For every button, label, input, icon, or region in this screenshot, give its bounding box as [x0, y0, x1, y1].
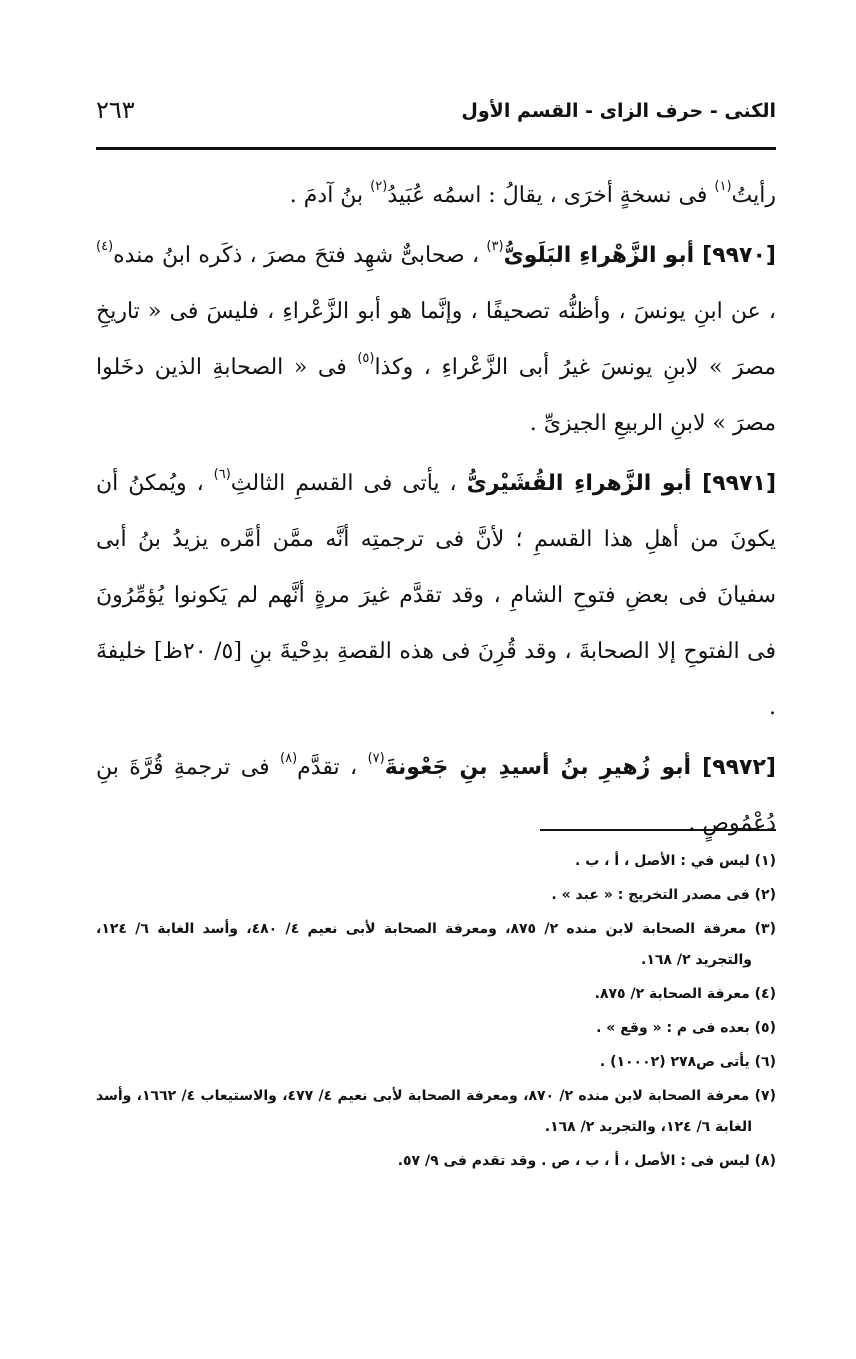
footnote-7: (٧) معرفة الصحابة لابن منده ٢/ ٨٧٠، ومعرفة الصحابة لأبى نعيم ٤/ ٤٧٧، والاستيعاب ٤/ ١٦٦٢، وأسد الغابة ٦/ ١٢٤، والتجريد ٢/ ١٦٨.	[96, 1088, 776, 1135]
footnote-ref: (٧)	[367, 751, 385, 766]
text-run: ، عن ابنِ يونسَ ، وأظنُّه تصحيفًا ، وإنَّما هو أبو الزَّعْراءِ ، فليسَ فى « تاريخِ مصرَ » لابنِ يونسَ غيرُ أبى الزَّعْراءِ ، وكذا	[96, 299, 776, 380]
footnote-6: (٦) يأتى ص٢٧٨ (١٠٠٠٢) .	[599, 1054, 776, 1070]
entry-name: أبو زُهيرِ بنُ أسيدِ بنِ جَعْونةَ	[384, 755, 703, 780]
entry-number: [٩٩٧٠]	[702, 243, 776, 268]
header-rule	[96, 147, 776, 150]
text-run: ، ويُمكنُ أن يكونَ من أهلِ هذا القسمِ ؛ لأنَّ فى ترجمتِه أنَّه ممَّن أمَّره يزيدُ بنُ أبى سفيانَ فى بعضِ فتوحِ الشامِ ، وقد تقدَّم غيرَ مرةٍ أنَّهم لم يَكونوا يُؤمِّرُونَ فى الفتوحِ إلا الصحابةَ ، وقد قُرِنَ فى هذه القصةِ بدِحْيةَ بنِ [٥/ ٢٠ظ] خليفةَ .	[96, 471, 777, 720]
running-header-title: الكنى - حرف الزاى - القسم الأول	[461, 100, 776, 122]
text-run: ، صحابىٌّ شهِد فتحَ مصرَ ، ذكَره ابنُ منده	[113, 243, 487, 268]
footnote-ref: (٤)	[96, 239, 114, 254]
paragraph-continuation	[96, 168, 776, 224]
text-run: ، يأتى فى القسمِ الثالثِ	[230, 471, 467, 496]
text-run: رأيتُ	[731, 183, 776, 208]
footnote-5: (٥) بعده فى م : « وقع » .	[596, 1020, 776, 1036]
footnote-4: (٤) معرفة الصحابة ٢/ ٨٧٥.	[594, 986, 776, 1002]
footnote-ref: (٣)	[486, 239, 504, 254]
text-run: فى نسخةٍ أخرَى ، يقالُ : اسمُه عُبَيدُ	[387, 183, 715, 208]
entry-number: [٩٩٧١]	[702, 471, 776, 496]
footnotes	[96, 846, 776, 1180]
footnote-3: (٣) معرفة الصحابة لابن منده ٢/ ٨٧٥، ومعرفة الصحابة لأبى نعيم ٤/ ٤٨٠، وأسد الغابة ٦/ ١٢٤، والتجريد ٢/ ١٦٨.	[96, 921, 776, 968]
footnote-ref: (٨)	[280, 751, 298, 766]
footnote-rule	[540, 829, 776, 831]
entry-number: [٩٩٧٢]	[702, 755, 776, 780]
main-text	[96, 168, 776, 856]
footnote-ref: (٥)	[357, 351, 375, 366]
footnote-ref: (٦)	[213, 467, 231, 482]
entry-9970	[96, 228, 776, 452]
text-run: ، تقدَّم	[297, 755, 368, 780]
footnote-1: (١) ليس في : الأصل ، أ ، ب .	[575, 853, 776, 869]
footnote-ref: (٢)	[370, 179, 388, 194]
running-header	[96, 96, 776, 136]
entry-name: أبو الزَّهْراءِ البَلَوىُّ	[503, 243, 703, 268]
entry-9971	[96, 456, 776, 736]
footnote-2: (٢) فى مصدر التخريج : « عبد » .	[551, 887, 776, 903]
text-run: فى « الصحابةِ الذين دخَلوا مصرَ » لابنِ الربيعِ الجيزىِّ .	[96, 355, 776, 436]
footnote-8: (٨) ليس فى : الأصل ، أ ، ب ، ص . وقد تقدم فى ٩/ ٥٧.	[397, 1153, 776, 1169]
text-run: فى ترجمةِ قُرَّةَ بنِ دُعْمُوصٍ .	[96, 755, 776, 836]
entry-9972	[96, 740, 776, 852]
page-number: ٢٦٣	[96, 96, 135, 124]
entry-name: أبو الزَّهراءِ القُشَيْرىُّ	[466, 471, 703, 496]
footnote-ref: (١)	[714, 179, 732, 194]
text-run: بنُ آدمَ .	[289, 183, 371, 208]
